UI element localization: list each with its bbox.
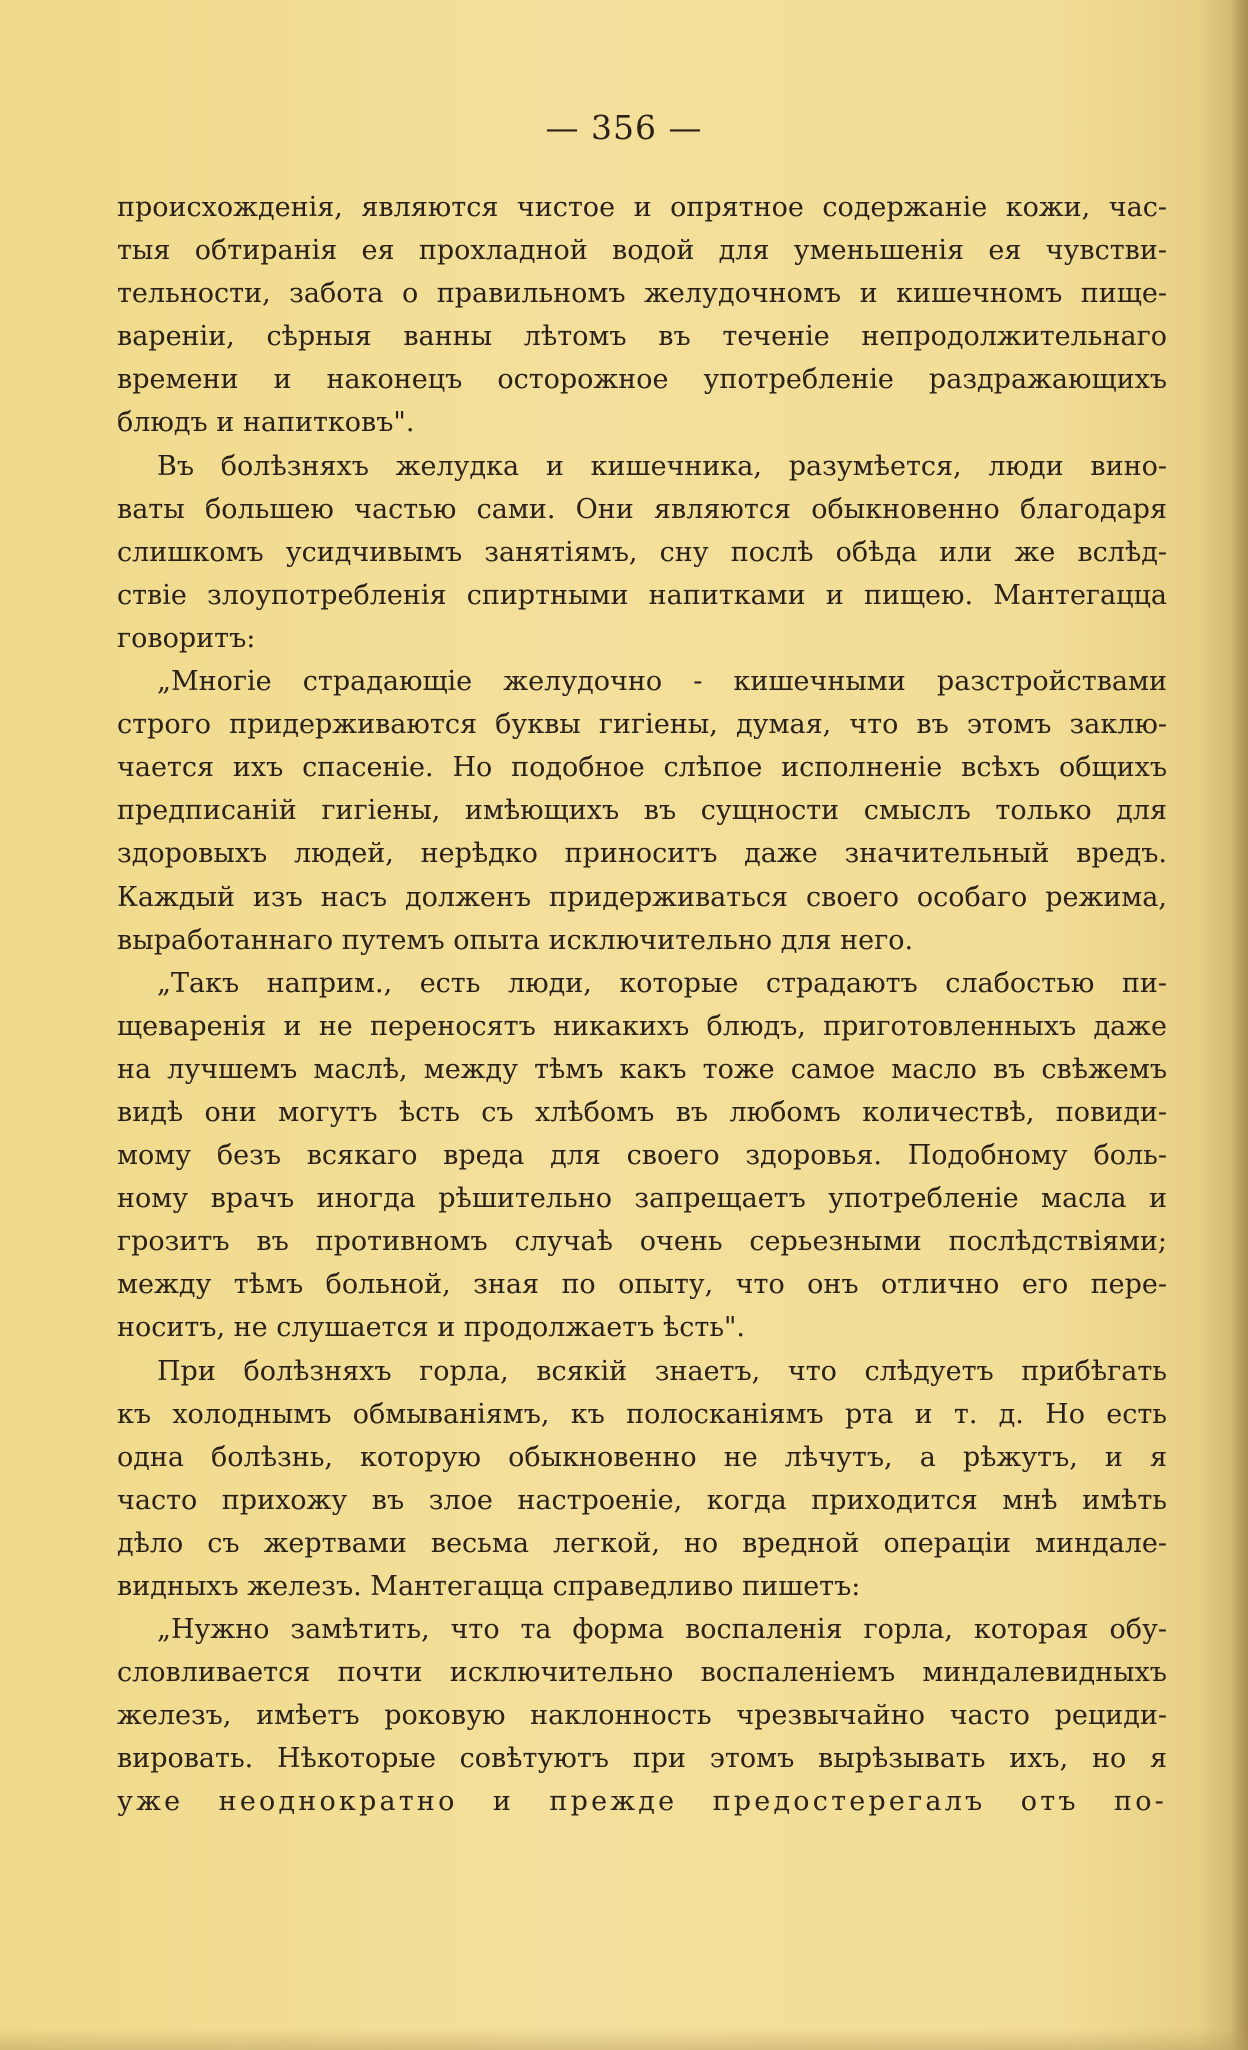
page-number: — 356 — [545, 108, 703, 147]
text-line: ваты большею частью сами. Они являются обыкновенно благодаря [117, 493, 1167, 525]
text-line: носитъ, не слушается и продолжаетъ ѣсть". [117, 1312, 746, 1344]
page-edge-shadow [1230, 0, 1248, 2050]
text-line: щеваренія и не переносятъ никакихъ блюдъ, приготовленныхъ даже [117, 1010, 1167, 1042]
text-line: здоровыхъ людей, нерѣдко приноситъ даже значительный вредъ. [117, 838, 1167, 870]
text-line: словливается почти исключительно воспаленіемъ миндалевидныхъ [117, 1657, 1167, 1689]
text-line: железъ, имѣетъ роковую наклонность чрезвычайно часто рециди- [117, 1700, 1167, 1732]
text-line: на лучшемъ маслѣ, между тѣмъ какъ тоже самое масло въ свѣжемъ [117, 1053, 1167, 1085]
text-line: ному врачъ иногда рѣшительно запрещаетъ употребленіе масла и [117, 1183, 1167, 1215]
text-line: „Нужно замѣтить, что та форма воспаленія горла, которая обу- [157, 1614, 1167, 1646]
text-line: видныхъ железъ. Мантегацца справедливо пишетъ: [117, 1571, 861, 1602]
text-line: къ холоднымъ обмываніямъ, къ полосканіямъ рта и т. д. Но есть [117, 1398, 1167, 1430]
text-line: говоритъ: [117, 622, 256, 654]
text-line: слишкомъ усидчивымъ занятіямъ, сну послѣ обѣда или же вслѣд- [117, 536, 1167, 568]
text-line: „Многіе страдающіе желудочно - кишечными разстройствами [157, 666, 1167, 698]
body-text [117, 186, 1167, 1824]
text-line: тыя обтиранія ея прохладной водой для уменьшенія ея чувстви- [117, 235, 1167, 267]
text-line: „Такъ наприм., есть люди, которые страдаютъ слабостью пи- [157, 967, 1167, 999]
text-line: времени и наконецъ осторожное употребленіе раздражающихъ [117, 364, 1167, 396]
text-line: между тѣмъ больной, зная по опыту, что онъ отлично его пере- [117, 1269, 1167, 1301]
text-line: мому безъ всякаго вреда для своего здоровья. Подобному боль- [117, 1140, 1167, 1172]
text-line: Въ болѣзняхъ желудка и кишечника, разумѣется, люди вино- [157, 450, 1167, 482]
text-line: блюдъ и напитковъ". [117, 407, 415, 439]
page-bottom-shade [0, 2028, 1248, 2050]
text-line: строго придерживаются буквы гигіены, думая, что въ этомъ заклю- [117, 709, 1167, 741]
text-line: вировать. Нѣкоторые совѣтуютъ при этомъ вырѣзывать ихъ, но я [117, 1743, 1167, 1775]
text-line: вареніи, сѣрныя ванны лѣтомъ въ теченіе непродолжительнаго [117, 321, 1167, 353]
text-line: одна болѣзнь, которую обыкновенно не лѣчутъ, а рѣжутъ, и я [117, 1441, 1167, 1473]
text-line: дѣло съ жертвами весьма легкой, но вредной операціи миндале- [117, 1527, 1167, 1559]
text-line: грозитъ въ противномъ случаѣ очень серьезными послѣдствіями; [117, 1226, 1167, 1258]
text-line: часто прихожу въ злое настроеніе, когда приходится мнѣ имѣть [117, 1484, 1167, 1516]
text-line: тельности, забота о правильномъ желудочномъ и кишечномъ пище- [117, 278, 1167, 310]
text-line: происхожденія, являются чистое и опрятное содержаніе кожи, час- [117, 192, 1167, 223]
text-line: выработаннаго путемъ опыта исключительно для него. [117, 924, 914, 956]
text-line: ствіе злоупотребленія спиртными напитками и пищею. Мантегацца [117, 579, 1167, 611]
text-line: Каждый изъ насъ долженъ придерживаться своего особаго режима, [117, 881, 1167, 913]
text-line: уже неоднократно и прежде предостерегалъ отъ по- [117, 1786, 1167, 1818]
text-line: предписаній гигіены, имѣющихъ въ сущности смыслъ только для [117, 795, 1167, 827]
text-line: видѣ они могутъ ѣсть съ хлѣбомъ въ любомъ количествѣ, повиди- [117, 1096, 1167, 1128]
text-line: При болѣзняхъ горла, всякій знаетъ, что слѣдуетъ прибѣгать [157, 1355, 1167, 1387]
text-line: чается ихъ спасеніе. Но подобное слѣпое исполненіе всѣхъ общихъ [117, 752, 1167, 784]
